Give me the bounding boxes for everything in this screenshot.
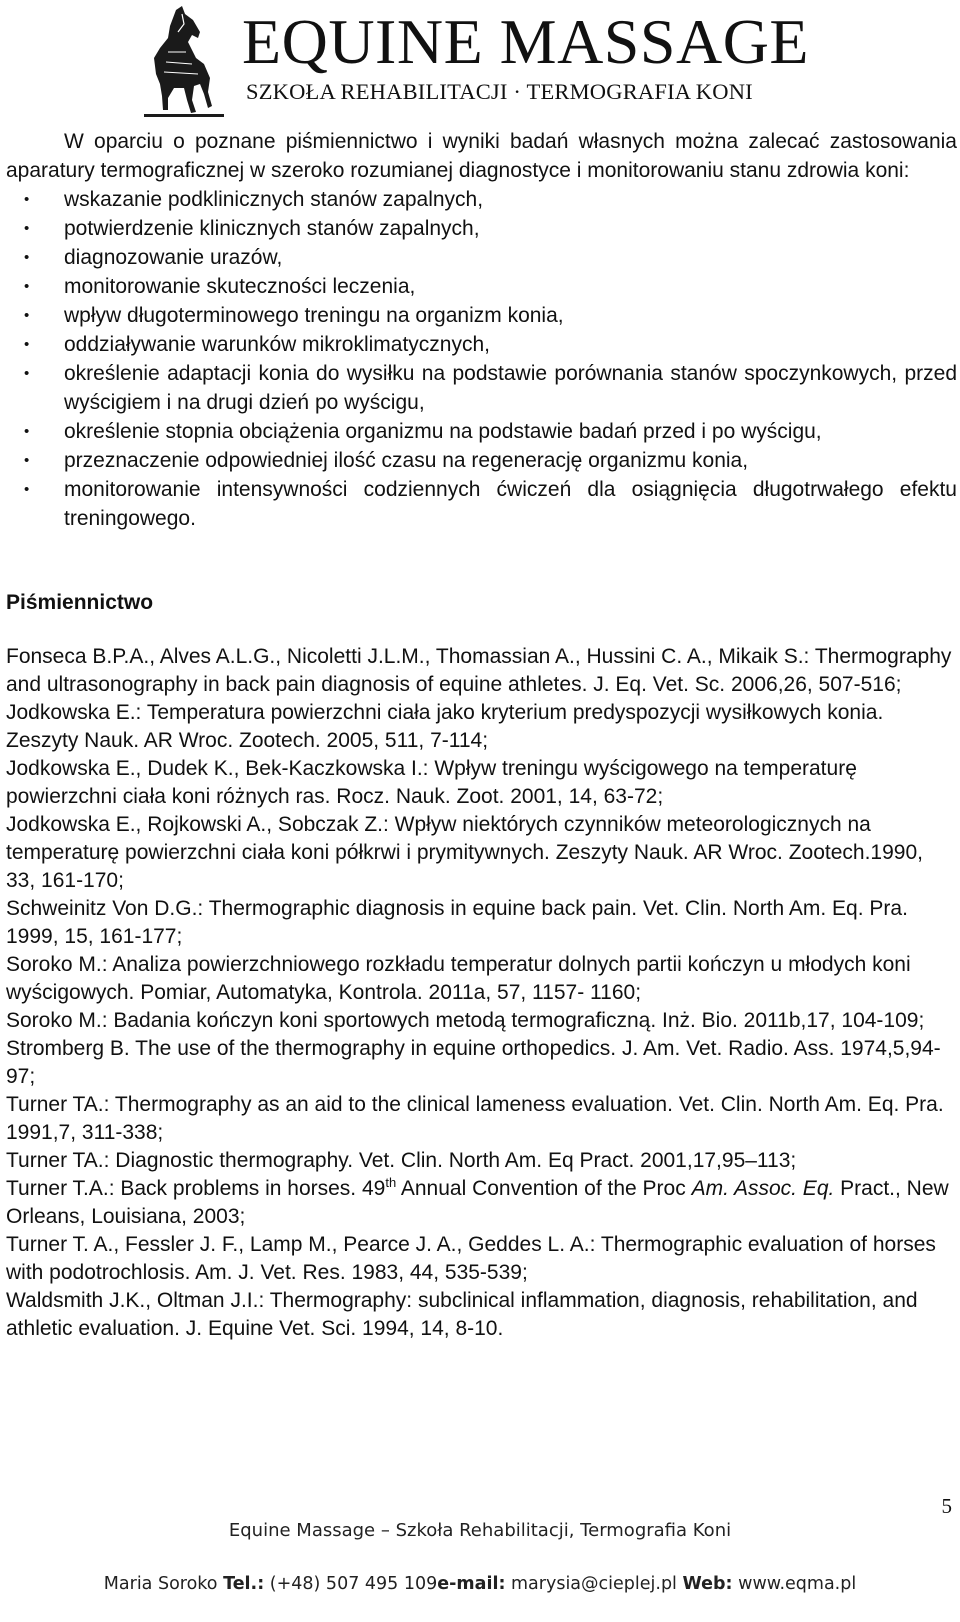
recommendation-text: oddziaływanie warunków mikroklimatycznych, [64, 333, 490, 356]
bullet-icon: • [24, 278, 30, 295]
reference-item: Soroko M.: Badania kończyn koni sportowych metodą termograficzną. Inż. Bio. 2011b,17, 104-109; [6, 1009, 925, 1032]
recommendation-item [6, 272, 957, 301]
reference-fragment: Annual Convention of the Proc [396, 1177, 692, 1200]
horse-logo-icon [138, 2, 232, 120]
recommendation-item [6, 243, 957, 272]
recommendation-item [6, 475, 957, 533]
page-number: 5 [941, 1494, 952, 1518]
bullet-icon: • [24, 481, 30, 498]
bullet-icon: • [24, 307, 30, 324]
document-body [6, 127, 957, 1343]
intro-paragraph [6, 127, 957, 185]
bullet-icon: • [24, 191, 30, 208]
footer-email-label: e-mail: [437, 1574, 506, 1594]
reference-item: Stromberg B. The use of the thermography in equine orthopedics. J. Am. Vet. Radio. Ass. 1974,5,94-97; [6, 1037, 941, 1088]
reference-item: Turner TA.: Diagnostic thermography. Vet. Clin. North Am. Eq Pract. 2001,17,95–113; [6, 1149, 797, 1172]
brand-title: EQUINE MASSAGE [242, 6, 809, 77]
reference-item: Turner T. A., Fessler J. F., Lamp M., Pearce J. A., Geddes L. A.: Thermographic evaluation of horses with podotrochlosis. Am. J. Vet. Res. 1983, 44, 535-539; [6, 1233, 936, 1284]
reference-item: Jodkowska E., Dudek K., Bek-Kaczkowska I.: Wpływ treningu wyścigowego na temperaturę powierzchni ciała koni różnych ras. Rocz. Nauk. Zoot. 2001, 14, 63-72; [6, 757, 857, 808]
reference-item: Jodkowska E., Rojkowski A., Sobczak Z.: Wpływ niektórych czynników meteorologicznych na temperaturę powierzchni ciała koni półkrwi i prymitywnych. Zeszyty Nauk. AR Wroc. Zootech.1990, 33, 161-170; [6, 813, 923, 892]
footer-web-label: Web: [682, 1574, 733, 1594]
recommendation-text: diagnozowanie urazów, [64, 246, 283, 269]
recommendation-item [6, 301, 957, 330]
references-heading: Piśmiennictwo [6, 591, 154, 614]
letterhead [138, 0, 818, 122]
recommendation-item [6, 330, 957, 359]
references-list [6, 643, 957, 1343]
bullet-icon: • [24, 365, 30, 382]
recommendation-text: wpływ długoterminowego treningu na organizm konia, [64, 304, 564, 327]
recommendation-text: określenie stopnia obciążenia organizmu na podstawie badań przed i po wyścigu, [64, 420, 822, 443]
reference-item: Waldsmith J.K., Oltman J.I.: Thermography: subclinical inflammation, diagnosis, rehabilitation, and athletic evaluation. J. Equine Vet. Sci. 1994, 14, 8-10. [6, 1289, 918, 1340]
footer-tel: (+48) 507 495 109 [264, 1574, 438, 1594]
recommendation-text: określenie adaptacji konia do wysiłku na podstawie porównania stanów spoczynkowych, przed wyścigiem i na drugi dzień po wyścigu, [64, 362, 957, 414]
recommendation-item [6, 185, 957, 214]
footer-name: Maria Soroko [103, 1574, 224, 1594]
footer-contact [0, 1574, 960, 1594]
recommendation-list [6, 185, 957, 533]
footer-email-link[interactable]: marysia@cieplej.pl [505, 1574, 683, 1594]
footer-web-link[interactable]: www.eqma.pl [732, 1574, 857, 1594]
reference-fragment: Turner T.A.: Back problems in horses. 49 [6, 1177, 386, 1200]
bullet-icon: • [24, 452, 30, 469]
reference-item: Turner TA.: Thermography as an aid to the clinical lameness evaluation. Vet. Clin. North Am. Eq. Pra. 1991,7, 311-338; [6, 1093, 944, 1144]
reference-fragment: th [385, 1175, 397, 1190]
recommendation-text: monitorowanie intensywności codziennych ćwiczeń dla osiągnięcia długotrwałego efektu treningowego. [64, 478, 957, 530]
recommendation-item [6, 446, 957, 475]
recommendation-item [6, 359, 957, 417]
bullet-icon: • [24, 220, 30, 237]
brand-subtitle: SZKOŁA REHABILITACJI · TERMOGRAFIA KONI [246, 79, 753, 104]
reference-fragment: Am. Assoc. Eq. [691, 1177, 835, 1200]
recommendation-text: wskazanie podklinicznych stanów zapalnych, [64, 188, 484, 211]
recommendation-text: monitorowanie skuteczności leczenia, [64, 275, 416, 298]
recommendation-text: przeznaczenie odpowiedniej ilość czasu na regenerację organizmu konia, [64, 449, 749, 472]
reference-item: Jodkowska E.: Temperatura powierzchni ciała jako kryterium predyspozycji wysiłkowych konia. Zeszyty Nauk. AR Wroc. Zootech. 2005, 511, 7-114; [6, 701, 884, 752]
reference-fragment: Pract., New Orleans, Louisiana, 2003; [6, 1177, 949, 1228]
recommendation-item [6, 214, 957, 243]
footer-tel-label: Tel.: [223, 1574, 265, 1594]
recommendation-text: potwierdzenie klinicznych stanów zapalnych, [64, 217, 480, 240]
recommendation-item [6, 417, 957, 446]
footer-company: Equine Massage – Szkoła Rehabilitacji, Termografia Koni [228, 1520, 732, 1541]
intro-text: W oparciu o poznane piśmiennictwo i wyniki badań własnych można zalecać zastosowania aparatury termograficznej w szeroko rozumianej diagnostyce i monitorowaniu stanu zdrowia koni: [6, 130, 957, 182]
reference-item: Soroko M.: Analiza powierzchniowego rozkładu temperatur dolnych partii kończyn u młodych koni wyścigowych. Pomiar, Automatyka, Kontrola. 2011a, 57, 1157- 1160; [6, 953, 911, 1004]
reference-item: Fonseca B.P.A., Alves A.L.G., Nicoletti J.L.M., Thomassian A., Hussini C. A., Mikaik S.: Thermography and ultrasonography in back pain diagnosis of equine athletes. J. Eq. Vet. Sc. 2006,26, 507-516; [6, 645, 952, 696]
bullet-icon: • [24, 249, 30, 266]
reference-item: Schweinitz Von D.G.: Thermographic diagnosis in equine back pain. Vet. Clin. North Am. Eq. Pra. 1999, 15, 161-177; [6, 897, 908, 948]
bullet-icon: • [24, 423, 30, 440]
reference-item [6, 1175, 957, 1231]
bullet-icon: • [24, 336, 30, 353]
